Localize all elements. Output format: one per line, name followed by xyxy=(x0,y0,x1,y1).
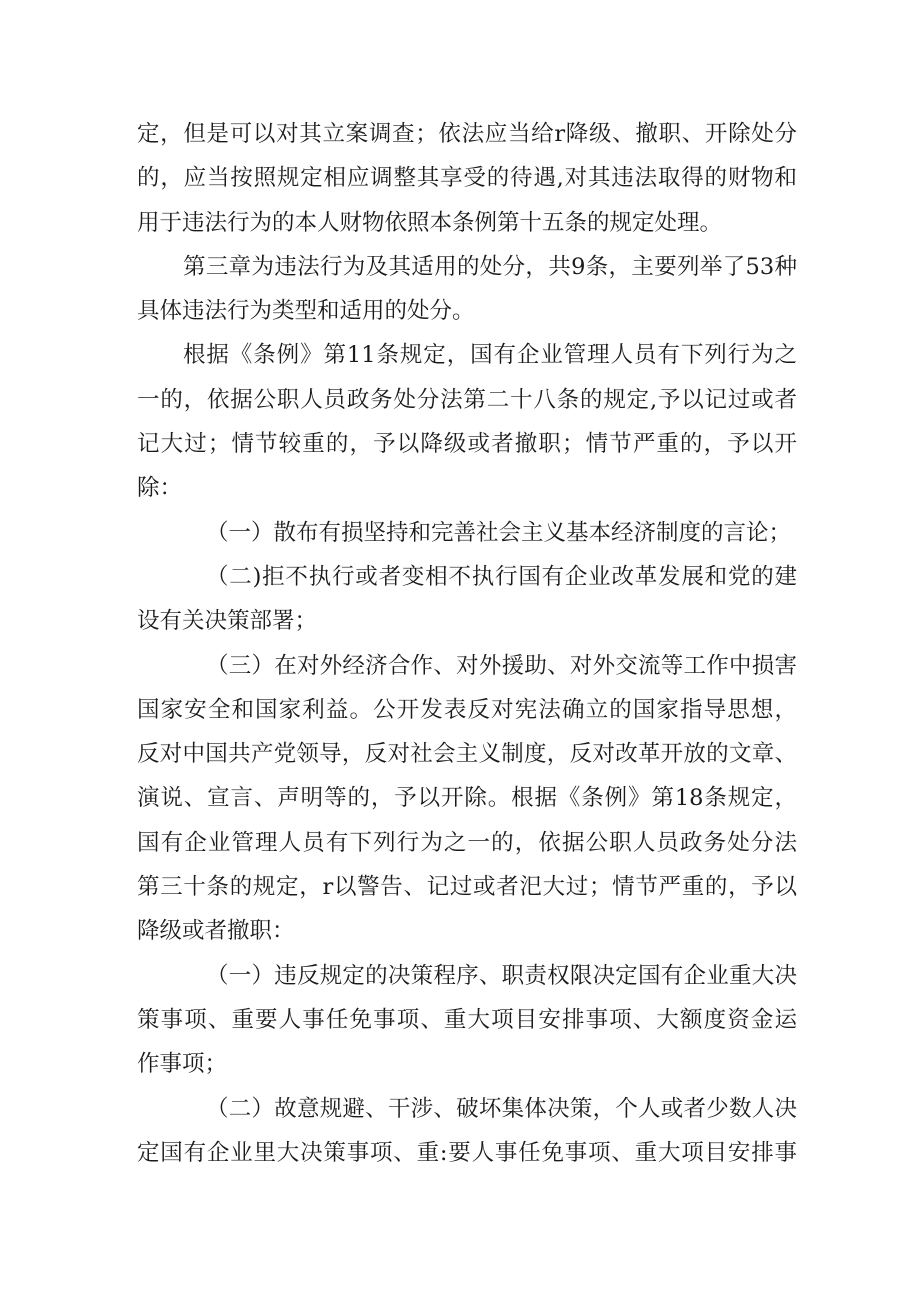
text-line: 的，应当按照规定相应调整其享受的待遇,对其违法取得的财物和 xyxy=(137,165,797,192)
list-item-line: （二)拒不执行或者变相不执行国有企业改革发展和党的建 xyxy=(206,563,797,590)
text-line: 策事项、重要人事任免事项、重大项目安排事项、大额度资金运 xyxy=(137,1006,797,1033)
paragraph-start-line: 根据《条例》第11条规定，国有企业管理人员有下列行为之 xyxy=(183,342,797,369)
list-item-line: （三）在对外经济合作、对外援助、对外交流等工作中损害 xyxy=(206,652,797,679)
text-line: 用于违法行为的本人财物依照本条例第十五条的规定处理。 xyxy=(137,209,723,236)
list-item-line: （二）故意规避、干涉、破坏集体决策，个人或者少数人决 xyxy=(206,1095,797,1122)
list-item-line: （一）违反规定的决策程序、职责权限决定国有企业重大决 xyxy=(206,962,797,989)
text-line: 定，但是可以对其立案调查；依法应当给r降级、撤职、开除处分 xyxy=(137,121,797,147)
text-line: 设有关决策部署； xyxy=(137,608,318,635)
text-line: 一的，依据公职人员政务处分法第二十八条的规定,予以记过或者 xyxy=(137,386,797,413)
text-line: 国家安全和国家利益。公开发表反对宪法确立的国家指导思想， xyxy=(137,696,797,723)
text-line: 反对中国共产党领导，反对社会主义制度，反对改革开放的文章、 xyxy=(137,741,797,768)
paragraph-start-line: 第三章为违法行为及其适用的处分，共9条，主要列举了53种 xyxy=(183,253,797,280)
text-line: 第三十条的规定，r以警告、记过或者汜大过；情节严重的，予以 xyxy=(137,874,797,901)
text-line: 记大过；情节较重的，予以降级或者撤职；情节严重的，予以开 xyxy=(137,431,797,458)
text-line: 降级或者撤职： xyxy=(137,918,295,945)
text-line: 定国有企业里大决策事项、重:要人事任免事项、重大项目安排事 xyxy=(137,1139,797,1166)
text-line: 除： xyxy=(137,475,183,502)
text-line: 作事项； xyxy=(137,1051,228,1078)
text-line: 具体违法行为类型和适用的处分。 xyxy=(137,298,475,325)
text-line: 国有企业管理人员有下列行为之一的，依据公职人员政务处分法 xyxy=(137,829,797,856)
document-body xyxy=(137,112,797,1175)
list-item-line: （一）散布有损坚持和完善社会主义基本经济制度的言论； xyxy=(206,519,792,546)
text-line: 演说、宣言、声明等的，予以开除。根据《条例》第18条规定， xyxy=(137,785,797,812)
